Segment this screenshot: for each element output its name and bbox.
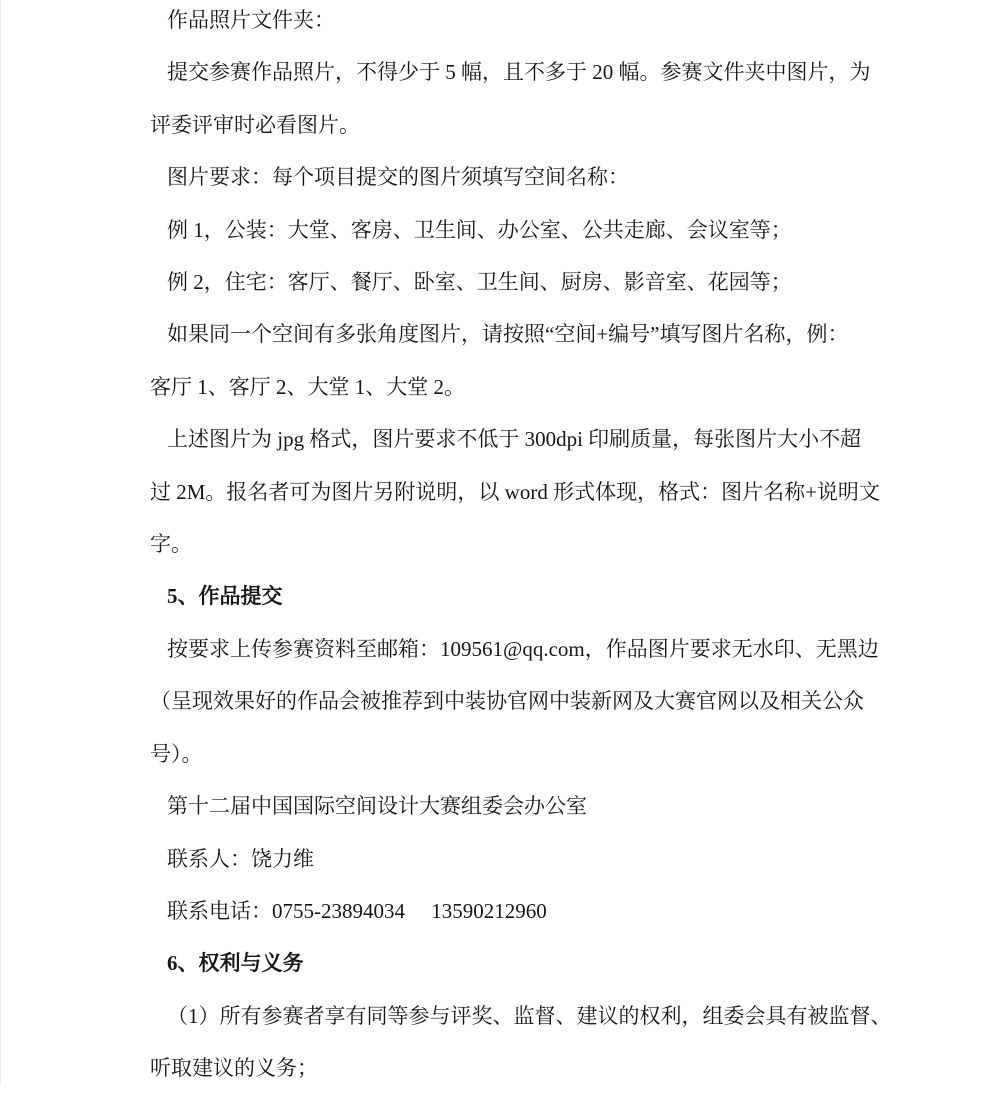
paragraph-format-spec: 上述图片为 jpg 格式，图片要求不低于 300dpi 印刷质量，每张图片大小不超 <box>167 427 862 452</box>
paragraph-submission-cont-2: 号）。 <box>150 741 203 766</box>
paragraph-image-requirements: 图片要求：每个项目提交的图片须填写空间名称： <box>167 165 629 190</box>
paragraph-rights-item-1: （1）所有参赛者享有同等参与评奖、监督、建议的权利，组委会具有被监督、 <box>167 1003 892 1028</box>
paragraph-example-2: 例 2，住宅：客厅、餐厅、卧室、卫生间、厨房、影音室、花园等； <box>167 270 792 295</box>
paragraph-photo-count-cont: 评委评审时必看图片。 <box>150 112 360 137</box>
paragraph-photo-folder: 作品照片文件夹： <box>167 8 335 32</box>
paragraph-photo-count: 提交参赛作品照片，不得少于 5 幅，且不多于 20 幅。参赛文件夹中图片，为 <box>167 60 871 85</box>
paragraph-example-1: 例 1，公装：大堂、客房、卫生间、办公室、公共走廊、会议室等； <box>167 217 792 242</box>
paragraph-submission-email: 按要求上传参赛资料至邮箱：109561@qq.com，作品图片要求无水印、无黑边 <box>167 636 879 661</box>
document-body <box>150 0 892 1095</box>
paragraph-committee-office: 第十二届中国国际空间设计大赛组委会办公室 <box>167 794 587 819</box>
paragraph-contact-phone: 联系电话：0755-23894034 13590212960 <box>167 898 547 923</box>
paragraph-format-spec-cont-1: 过 2M。报名者可为图片另附说明，以 word 形式体现，格式：图片名称+说明文 <box>150 479 880 504</box>
paragraph-format-spec-cont-2: 字。 <box>150 532 192 557</box>
paragraph-rights-item-1-cont: 听取建议的义务； <box>150 1056 318 1081</box>
paragraph-contact-person: 联系人：饶力维 <box>167 846 314 871</box>
section-heading-6-rights: 6、权利与义务 <box>167 951 304 976</box>
paragraph-naming-rule-cont: 客厅 1、客厅 2、大堂 1、大堂 2。 <box>150 374 465 399</box>
section-heading-5-submission: 5、作品提交 <box>167 584 283 609</box>
paragraph-naming-rule: 如果同一个空间有多张角度图片，请按照“空间+编号”填写图片名称，例： <box>167 322 849 347</box>
paragraph-submission-cont-1: （呈现效果好的作品会被推荐到中装协官网中装新网及大赛官网以及相关公众 <box>150 689 864 714</box>
